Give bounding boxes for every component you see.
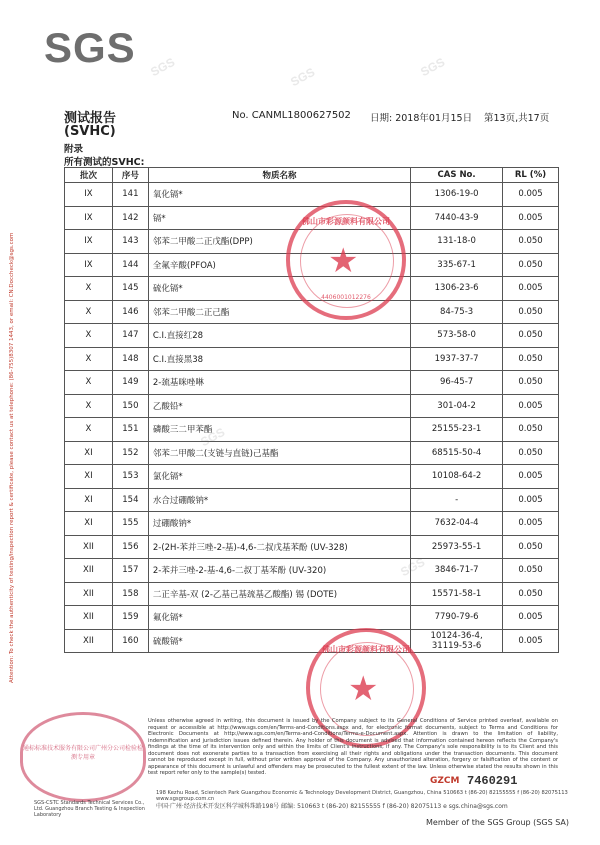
cas-cell: 131-18-0 xyxy=(411,230,503,254)
cas-cell: 15571-58-1 xyxy=(411,582,503,606)
substance-cell: 过硼酸钠* xyxy=(148,512,410,536)
batch-cell: IX xyxy=(65,253,113,277)
substance-cell: 镉* xyxy=(148,206,410,230)
no-cell: 148 xyxy=(112,347,148,371)
star-icon: ★ xyxy=(328,241,359,281)
batch-cell: X xyxy=(65,394,113,418)
company-stamp: 佛山市彩源颜料有限公司 ★ xyxy=(306,628,426,748)
rl-cell: 0.050 xyxy=(503,253,559,277)
batch-cell: X xyxy=(65,324,113,348)
table-row xyxy=(65,606,559,630)
cas-cell: 7790-79-6 xyxy=(411,606,503,630)
batch-cell: X xyxy=(65,371,113,395)
rl-cell: 0.050 xyxy=(503,535,559,559)
substance-cell: 2-(2H-苯并三唑-2-基)-4,6-二叔戊基苯酚 (UV-328) xyxy=(148,535,410,559)
cas-cell: 1306-19-0 xyxy=(411,183,503,207)
substance-cell: 氧化镉* xyxy=(148,183,410,207)
rl-cell: 0.050 xyxy=(503,347,559,371)
cas-cell: 335-67-1 xyxy=(411,253,503,277)
no-cell: 150 xyxy=(112,394,148,418)
table-header-row xyxy=(65,168,559,183)
watermark: SGS xyxy=(288,64,318,90)
substance-cell: 氟化镉* xyxy=(148,606,410,630)
no-cell: 160 xyxy=(112,629,148,653)
batch-cell: XI xyxy=(65,441,113,465)
watermark: SGS xyxy=(198,424,228,450)
substance-cell: 硫酸镉* xyxy=(148,629,410,653)
batch-cell: XII xyxy=(65,559,113,583)
no-cell: 149 xyxy=(112,371,148,395)
address-english: 198 Kezhu Road, Scientech Park Guangzhou Economic & Technology Development District, Guangzhou, China 510663 t (86-20) 82155555 f (86-20) 82075113 www.sgsgroup.com.cn xyxy=(156,790,568,802)
substance-cell: C.I.直接黑38 xyxy=(148,347,410,371)
no-cell: 146 xyxy=(112,300,148,324)
batch-cell: IX xyxy=(65,230,113,254)
batch-cell: XII xyxy=(65,606,113,630)
address-chinese: 中国·广州·经济技术开发区科学城科珠路198号 邮编: 510663 t (86-20) 82155555 f (86-20) 82075113 e sgs.china@sgs.com xyxy=(156,803,508,810)
substance-cell: 乙酸铅* xyxy=(148,394,410,418)
sgs-logo: SGS xyxy=(44,24,136,71)
table-row xyxy=(65,582,559,606)
no-cell: 154 xyxy=(112,488,148,512)
report-title: 测试报告 xyxy=(64,111,117,126)
batch-cell: XI xyxy=(65,465,113,489)
table-row xyxy=(65,512,559,536)
no-cell: 144 xyxy=(112,253,148,277)
col-rl: RL (%) xyxy=(503,168,559,183)
table-row xyxy=(65,324,559,348)
star-icon: ★ xyxy=(348,669,379,709)
batch-cell: IX xyxy=(65,206,113,230)
cas-cell: 68515-50-4 xyxy=(411,441,503,465)
rl-cell: 0.005 xyxy=(503,629,559,653)
rl-cell: 0.050 xyxy=(503,300,559,324)
appendix-label: 附录 xyxy=(64,144,84,155)
gzcm-code: GZCM xyxy=(430,776,460,786)
cas-cell: - xyxy=(411,488,503,512)
svhc-list-label: 所有测试的SVHC: xyxy=(64,157,145,168)
batch-cell: XI xyxy=(65,488,113,512)
no-cell: 153 xyxy=(112,465,148,489)
no-cell: 157 xyxy=(112,559,148,583)
rl-cell: 0.050 xyxy=(503,559,559,583)
report-number: No. CANML1800627502 xyxy=(232,110,351,121)
rl-cell: 0.050 xyxy=(503,582,559,606)
substance-cell: 硫化镉* xyxy=(148,277,410,301)
batch-cell: X xyxy=(65,418,113,442)
no-cell: 151 xyxy=(112,418,148,442)
cas-cell: 96-45-7 xyxy=(411,371,503,395)
cas-cell: 3846-71-7 xyxy=(411,559,503,583)
table-row xyxy=(65,371,559,395)
company-stamp: 佛山市彩源颜料有限公司 ★ 4406001012276 xyxy=(286,200,406,320)
substance-cell: 邻苯二甲酸二正戊酯(DPP) xyxy=(148,230,410,254)
sgs-member-note: Member of the SGS Group (SGS SA) xyxy=(426,818,570,827)
rl-cell: 0.005 xyxy=(503,512,559,536)
table-row xyxy=(65,535,559,559)
cas-cell: 7440-43-9 xyxy=(411,206,503,230)
no-cell: 152 xyxy=(112,441,148,465)
page-number: 第13页,共17页 xyxy=(484,113,550,124)
table-row xyxy=(65,629,559,653)
rl-cell: 0.050 xyxy=(503,418,559,442)
table-row xyxy=(65,559,559,583)
no-cell: 158 xyxy=(112,582,148,606)
substance-cell: 全氟辛酸(PFOA) xyxy=(148,253,410,277)
substance-cell: 二正辛基-双 (2-乙基己基巯基乙酸酯) 锡 (DOTE) xyxy=(148,582,410,606)
substance-cell: 邻苯二甲酸二正己酯 xyxy=(148,300,410,324)
cas-cell: 25155-23-1 xyxy=(411,418,503,442)
batch-cell: X xyxy=(65,277,113,301)
no-cell: 142 xyxy=(112,206,148,230)
cas-cell: 7632-04-4 xyxy=(411,512,503,536)
table-row xyxy=(65,488,559,512)
batch-cell: IX xyxy=(65,183,113,207)
authenticity-notice: Attention: To check the authenticity of testing/inspection report & certificate, please contact us at telephone: (86-755)8307 1443, or email: CN.Doccheck@sgs.com xyxy=(9,232,15,683)
watermark: SGS xyxy=(398,554,428,580)
no-cell: 159 xyxy=(112,606,148,630)
table-row xyxy=(65,441,559,465)
no-cell: 141 xyxy=(112,183,148,207)
rl-cell: 0.005 xyxy=(503,606,559,630)
col-substance: 物质名称 xyxy=(148,168,410,183)
cas-cell: 10108-64-2 xyxy=(411,465,503,489)
rl-cell: 0.050 xyxy=(503,371,559,395)
table-row xyxy=(65,418,559,442)
rl-cell: 0.005 xyxy=(503,394,559,418)
watermark: SGS xyxy=(148,54,178,80)
report-subtitle: (SVHC) xyxy=(64,124,116,139)
table-row xyxy=(65,347,559,371)
substance-cell: 邻苯二甲酸二(支链与直链)己基酯 xyxy=(148,441,410,465)
table-row xyxy=(65,465,559,489)
sgs-inspection-seal: 通标标准技术服务有限公司广州分公司检验检测专用章 xyxy=(20,712,146,802)
watermark: SGS xyxy=(418,54,448,80)
batch-cell: XII xyxy=(65,629,113,653)
cas-cell: 10124-36-4, 31119-53-6 xyxy=(411,629,503,653)
rl-cell: 0.005 xyxy=(503,206,559,230)
no-cell: 145 xyxy=(112,277,148,301)
substance-cell: 磷酸三二甲苯酯 xyxy=(148,418,410,442)
cas-cell: 1937-37-7 xyxy=(411,347,503,371)
substance-cell: 2-巯基咪唑啉 xyxy=(148,371,410,395)
batch-cell: X xyxy=(65,300,113,324)
rl-cell: 0.005 xyxy=(503,465,559,489)
no-cell: 143 xyxy=(112,230,148,254)
cas-cell: 1306-23-6 xyxy=(411,277,503,301)
certificate-number: 7460291 xyxy=(467,774,518,788)
cas-cell: 301-04-2 xyxy=(411,394,503,418)
rl-cell: 0.005 xyxy=(503,183,559,207)
rl-cell: 0.005 xyxy=(503,277,559,301)
substance-cell: 氯化镉* xyxy=(148,465,410,489)
cas-cell: 84-75-3 xyxy=(411,300,503,324)
table-row xyxy=(65,183,559,207)
rl-cell: 0.005 xyxy=(503,488,559,512)
substance-cell: 水合过硼酸钠* xyxy=(148,488,410,512)
batch-cell: XI xyxy=(65,512,113,536)
rl-cell: 0.050 xyxy=(503,230,559,254)
substance-cell: C.I.直接红28 xyxy=(148,324,410,348)
col-no: 序号 xyxy=(112,168,148,183)
sgs-lab-name: SGS-CSTC Standards Technical Services Co., Ltd. Guangzhou Branch Testing & Inspection Laboratory xyxy=(34,800,145,818)
col-batch: 批次 xyxy=(65,168,113,183)
rl-cell: 0.050 xyxy=(503,324,559,348)
no-cell: 156 xyxy=(112,535,148,559)
col-cas: CAS No. xyxy=(411,168,503,183)
table-row xyxy=(65,394,559,418)
batch-cell: XII xyxy=(65,535,113,559)
terms-text: Unless otherwise agreed in writing, this document is issued by the Company subject to its General Conditions of Service printed overleaf, available on request or accessible at http://www.sgs.com/en/Terms-and-Conditions.aspx and, for electronic format documents, subject to Terms and Conditions for Electronic Documents at http://www.sgs.com/en/Terms-and-Conditions/Terms-e-Document.aspx. Attention is drawn to the limitation of liability, indemnification and jurisdiction issues defined therein. Any holder of this document is advised that information contained hereon reflects the Company's findings at the time of its intervention only and within the limits of Client's instructions, if any. The Company's sole responsibility is to its Client and this document does not exonerate parties to a transaction from exercising all their rights and obligations under the transaction documents. This document cannot be reproduced except in full, without prior written approval of the Company. Any unauthorized alteration, forgery or falsification of the content or appearance of this document is unlawful and offenders may be prosecuted to the fullest extent of the law. Unless otherwise stated the results shown in this test report refer only to the sample(s) tested. xyxy=(148,718,558,776)
cas-cell: 573-58-0 xyxy=(411,324,503,348)
substance-cell: 2-苯并三唑-2-基-4,6-二叔丁基苯酚 (UV-320) xyxy=(148,559,410,583)
no-cell: 155 xyxy=(112,512,148,536)
batch-cell: X xyxy=(65,347,113,371)
batch-cell: XII xyxy=(65,582,113,606)
no-cell: 147 xyxy=(112,324,148,348)
report-date: 日期: 2018年01月15日 xyxy=(370,113,473,124)
rl-cell: 0.050 xyxy=(503,441,559,465)
cas-cell: 25973-55-1 xyxy=(411,535,503,559)
